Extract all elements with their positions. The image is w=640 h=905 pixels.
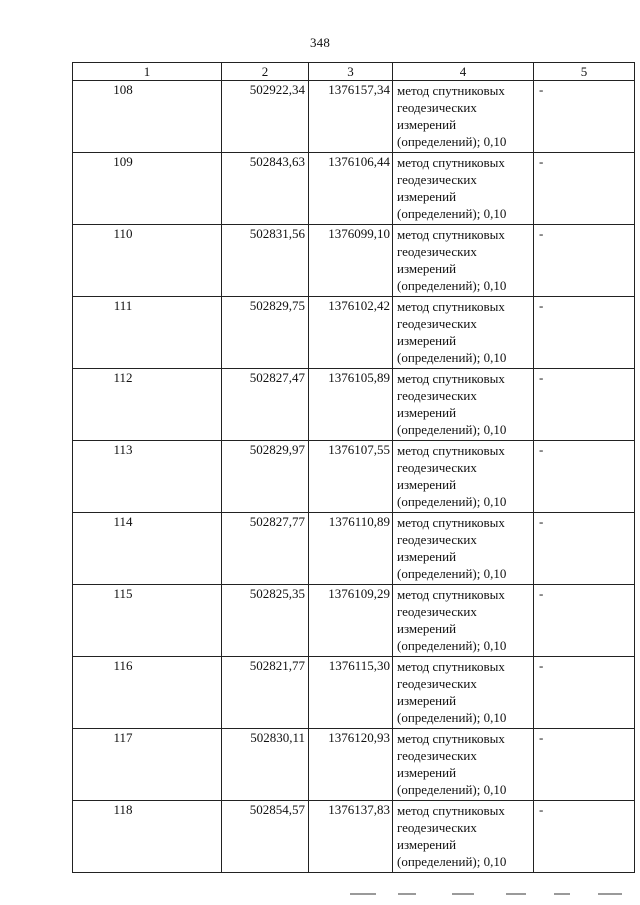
coordinates-table	[72, 62, 635, 873]
method-line: (определений); 0,10	[397, 494, 507, 509]
table-row	[73, 513, 635, 585]
point-number-cell: 118	[73, 801, 222, 873]
y-coordinate-cell: 1376106,44	[309, 153, 393, 225]
method-line: (определений); 0,10	[397, 350, 507, 365]
note-cell: -	[534, 801, 635, 873]
header-col-3: 3	[309, 63, 393, 81]
method-line: метод спутниковых	[397, 83, 505, 98]
x-coordinate-cell: 502825,35	[222, 585, 309, 657]
table-row	[73, 585, 635, 657]
note-cell: -	[534, 297, 635, 369]
method-line: измерений	[397, 549, 457, 564]
method-line: метод спутниковых	[397, 659, 505, 674]
table-row	[73, 441, 635, 513]
page-number: 348	[309, 35, 331, 50]
y-coordinate-cell: 1376099,10	[309, 225, 393, 297]
point-number-cell: 111	[73, 297, 222, 369]
table-row	[73, 801, 635, 873]
method-line: метод спутниковых	[397, 227, 505, 242]
method-line: измерений	[397, 693, 457, 708]
x-coordinate-cell: 502827,47	[222, 369, 309, 441]
point-number-cell: 112	[73, 369, 222, 441]
method-line: (определений); 0,10	[397, 278, 507, 293]
method-line: измерений	[397, 405, 457, 420]
table-row	[73, 297, 635, 369]
method-line: (определений); 0,10	[397, 206, 507, 221]
note-cell: -	[534, 441, 635, 513]
point-number-cell: 116	[73, 657, 222, 729]
method-cell	[393, 801, 534, 873]
method-line: измерений	[397, 261, 457, 276]
x-coordinate-cell: 502821,77	[222, 657, 309, 729]
point-number-cell: 110	[73, 225, 222, 297]
note-cell: -	[534, 369, 635, 441]
method-cell	[393, 153, 534, 225]
x-coordinate-cell: 502854,57	[222, 801, 309, 873]
method-line: метод спутниковых	[397, 371, 505, 386]
point-number-cell: 117	[73, 729, 222, 801]
x-coordinate-cell: 502922,34	[222, 81, 309, 153]
header-col-1: 1	[73, 63, 222, 81]
note-cell: -	[534, 225, 635, 297]
method-line: геодезических	[397, 316, 477, 331]
y-coordinate-cell: 1376105,89	[309, 369, 393, 441]
method-line: измерений	[397, 477, 457, 492]
table-header-row	[73, 63, 635, 81]
y-coordinate-cell: 1376120,93	[309, 729, 393, 801]
table-row	[73, 369, 635, 441]
note-cell: -	[534, 153, 635, 225]
method-cell	[393, 585, 534, 657]
note-cell: -	[534, 657, 635, 729]
method-line: метод спутниковых	[397, 803, 505, 818]
method-line: геодезических	[397, 604, 477, 619]
method-line: геодезических	[397, 100, 477, 115]
method-line: метод спутниковых	[397, 587, 505, 602]
method-cell	[393, 225, 534, 297]
method-cell	[393, 369, 534, 441]
y-coordinate-cell: 1376109,29	[309, 585, 393, 657]
method-line: метод спутниковых	[397, 299, 505, 314]
method-line: геодезических	[397, 532, 477, 547]
method-line: (определений); 0,10	[397, 134, 507, 149]
note-cell: -	[534, 585, 635, 657]
point-number-cell: 115	[73, 585, 222, 657]
header-col-2: 2	[222, 63, 309, 81]
note-cell: -	[534, 81, 635, 153]
scan-artifact-marks	[340, 893, 630, 897]
x-coordinate-cell: 502829,97	[222, 441, 309, 513]
header-col-5: 5	[534, 63, 635, 81]
y-coordinate-cell: 1376110,89	[309, 513, 393, 585]
header-col-4: 4	[393, 63, 534, 81]
table-row	[73, 81, 635, 153]
y-coordinate-cell: 1376137,83	[309, 801, 393, 873]
table-row	[73, 225, 635, 297]
x-coordinate-cell: 502830,11	[222, 729, 309, 801]
method-cell	[393, 81, 534, 153]
method-line: геодезических	[397, 676, 477, 691]
method-line: метод спутниковых	[397, 731, 505, 746]
method-line: метод спутниковых	[397, 155, 505, 170]
table-row	[73, 729, 635, 801]
x-coordinate-cell: 502843,63	[222, 153, 309, 225]
y-coordinate-cell: 1376115,30	[309, 657, 393, 729]
method-line: геодезических	[397, 460, 477, 475]
method-line: измерений	[397, 189, 457, 204]
method-line: измерений	[397, 621, 457, 636]
point-number-cell: 113	[73, 441, 222, 513]
point-number-cell: 114	[73, 513, 222, 585]
method-line: геодезических	[397, 244, 477, 259]
x-coordinate-cell: 502831,56	[222, 225, 309, 297]
method-cell	[393, 513, 534, 585]
method-line: (определений); 0,10	[397, 422, 507, 437]
method-line: измерений	[397, 117, 457, 132]
method-cell	[393, 441, 534, 513]
x-coordinate-cell: 502827,77	[222, 513, 309, 585]
method-line: (определений); 0,10	[397, 854, 507, 869]
method-cell	[393, 297, 534, 369]
method-line: (определений); 0,10	[397, 782, 507, 797]
method-line: (определений); 0,10	[397, 710, 507, 725]
method-line: (определений); 0,10	[397, 566, 507, 581]
method-line: геодезических	[397, 388, 477, 403]
table-row	[73, 153, 635, 225]
method-cell	[393, 729, 534, 801]
note-cell: -	[534, 513, 635, 585]
y-coordinate-cell: 1376102,42	[309, 297, 393, 369]
method-line: метод спутниковых	[397, 443, 505, 458]
method-line: измерений	[397, 837, 457, 852]
method-line: геодезических	[397, 748, 477, 763]
method-line: геодезических	[397, 172, 477, 187]
method-line: (определений); 0,10	[397, 638, 507, 653]
method-line: измерений	[397, 333, 457, 348]
table-row	[73, 657, 635, 729]
y-coordinate-cell: 1376107,55	[309, 441, 393, 513]
method-cell	[393, 657, 534, 729]
coordinates-table-body	[73, 63, 635, 873]
method-line: геодезических	[397, 820, 477, 835]
y-coordinate-cell: 1376157,34	[309, 81, 393, 153]
method-line: измерений	[397, 765, 457, 780]
note-cell: -	[534, 729, 635, 801]
method-line: метод спутниковых	[397, 515, 505, 530]
point-number-cell: 108	[73, 81, 222, 153]
point-number-cell: 109	[73, 153, 222, 225]
x-coordinate-cell: 502829,75	[222, 297, 309, 369]
